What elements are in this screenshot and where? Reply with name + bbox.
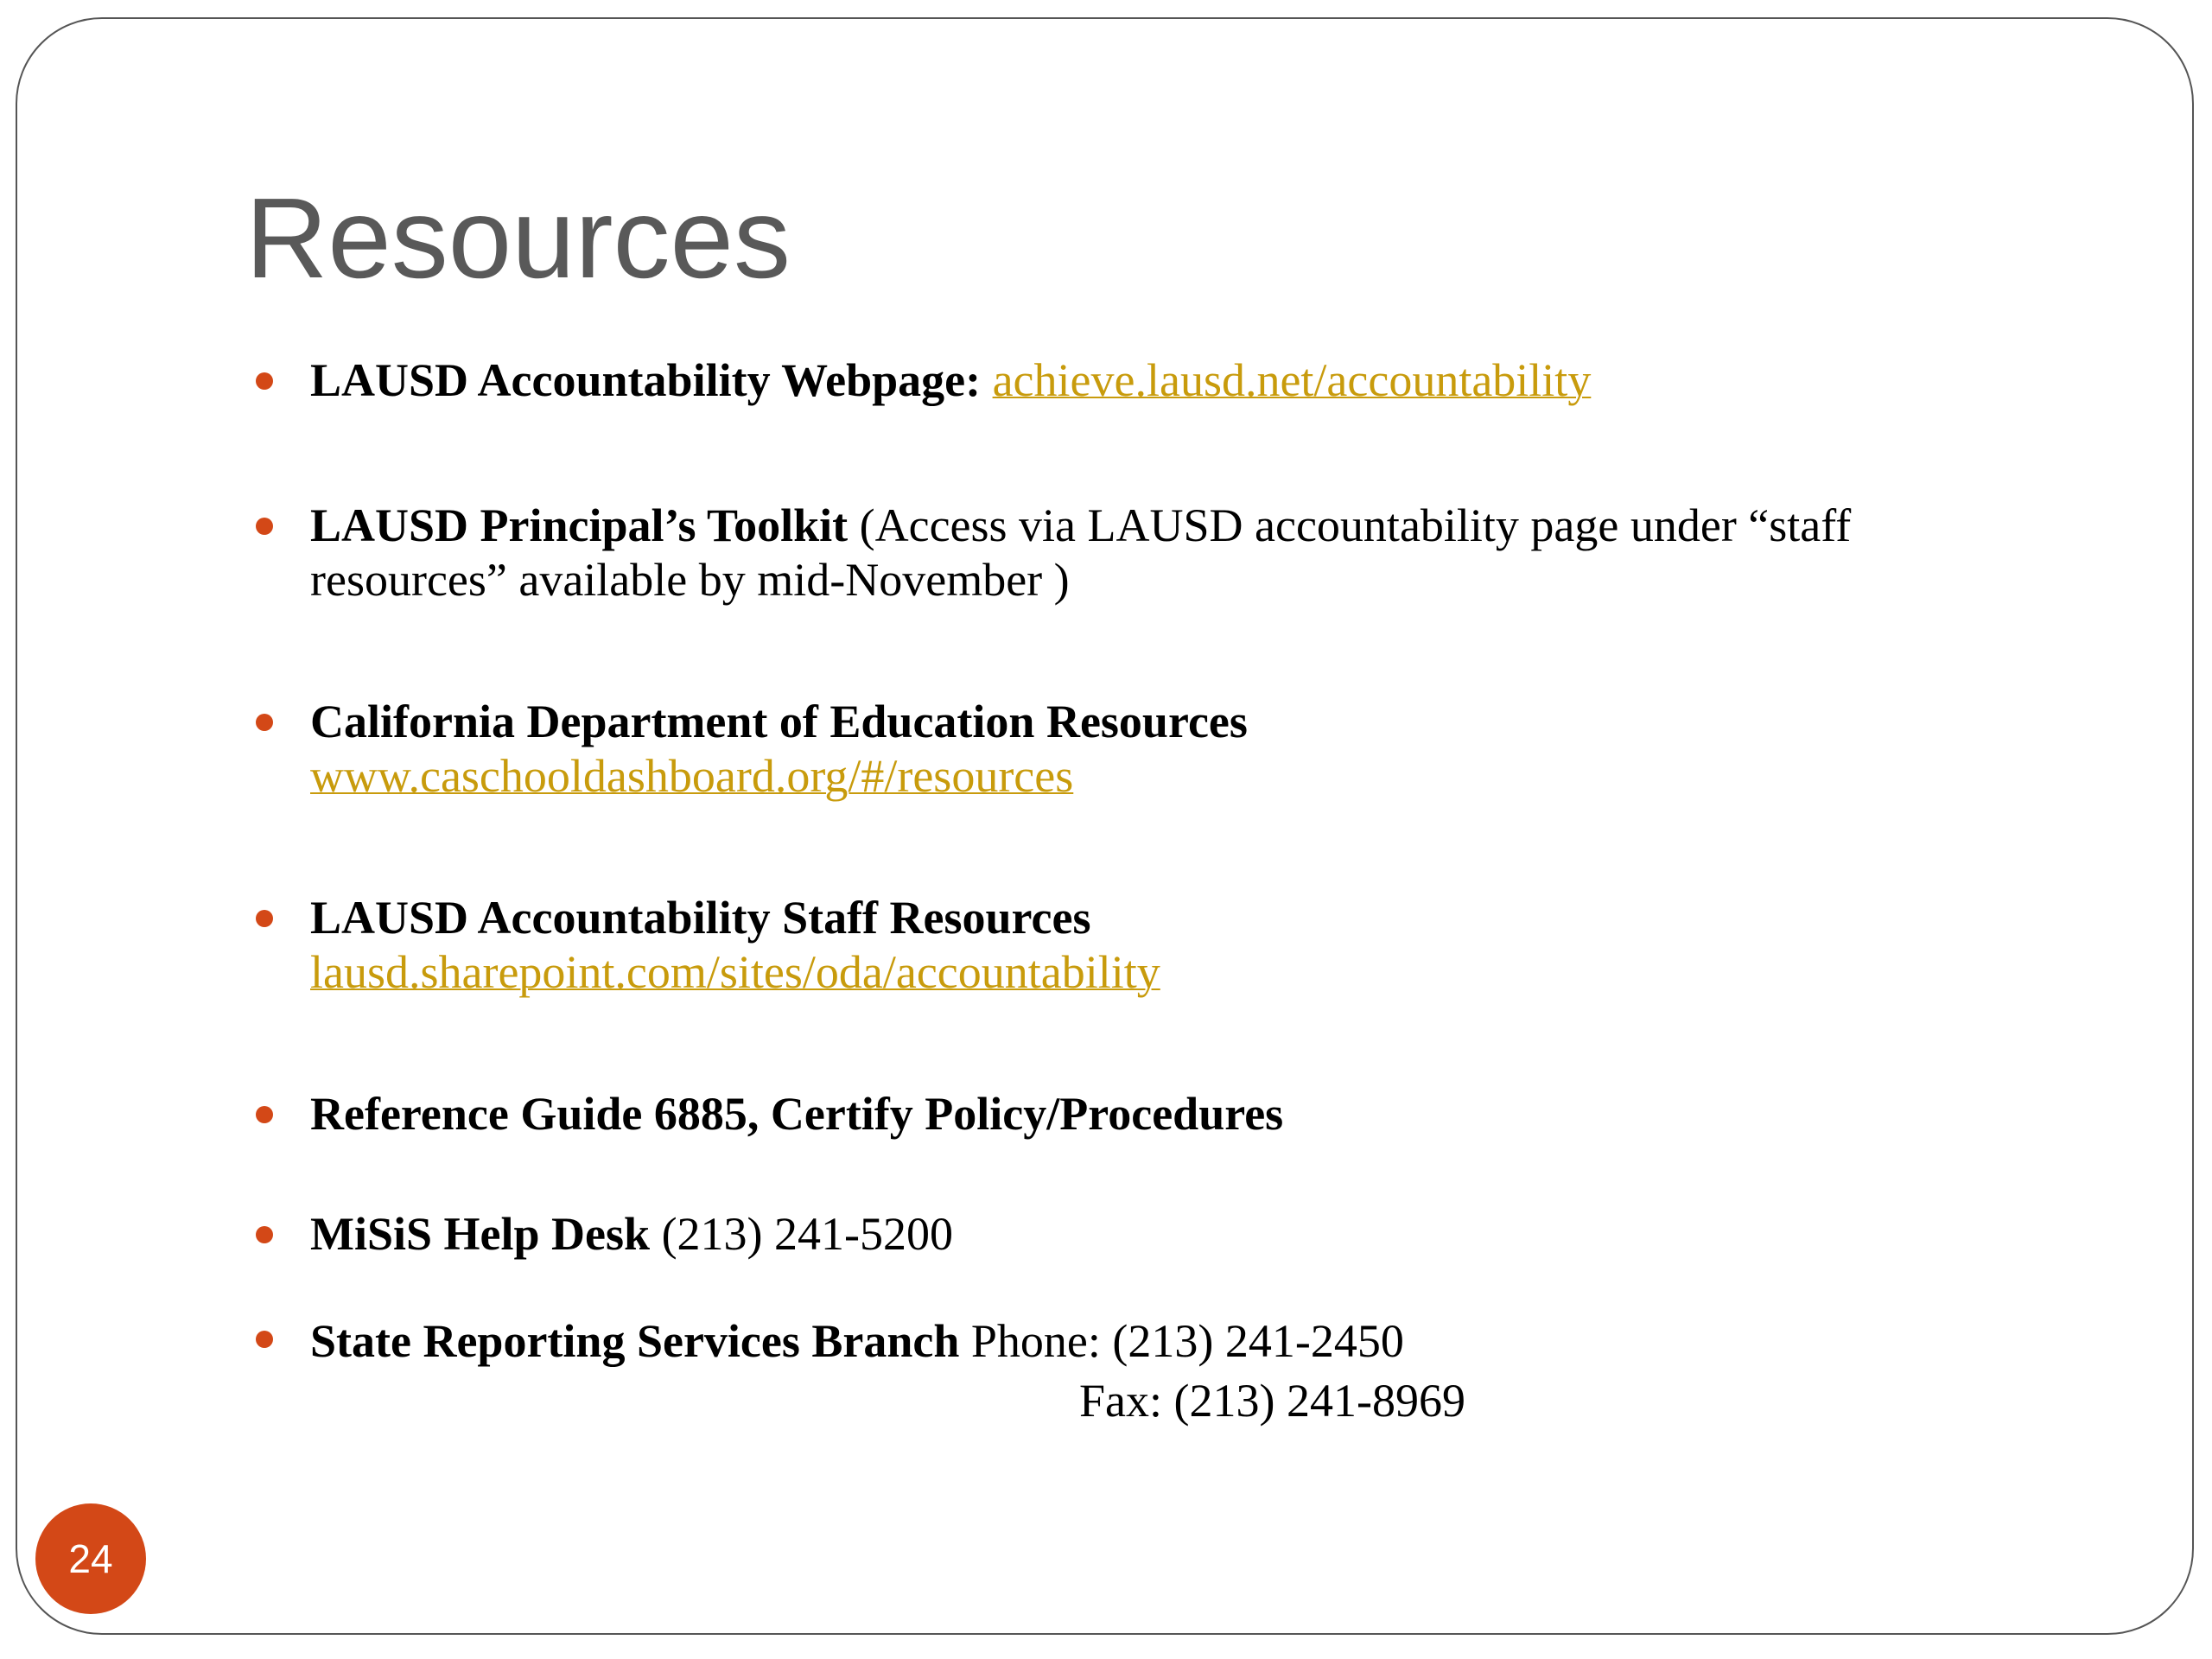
list-item: [256, 1087, 1984, 1141]
item-text: (Access via LAUSD accountability page under “staff: [848, 499, 1852, 551]
bullet-icon: [256, 518, 273, 535]
cde-link[interactable]: www.caschooldashboard.org/#/resources: [310, 750, 1074, 802]
accountability-link[interactable]: achieve.lausd.net/accountability: [992, 354, 1592, 406]
bullet-icon: [256, 1331, 273, 1348]
bullet-icon: [256, 372, 273, 390]
bullet-icon: [256, 714, 273, 731]
bullet-icon: [256, 1106, 273, 1123]
item-label: LAUSD Accountability Webpage:: [310, 354, 982, 406]
list-item: [256, 1207, 1984, 1262]
list-item: [256, 353, 1984, 408]
page-number-badge: 24: [35, 1503, 146, 1614]
phone-text: Phone: (213) 241-2450: [959, 1315, 1404, 1367]
item-label: California Department of Education Resources: [310, 696, 1248, 747]
item-label: Reference Guide 6885, Certify Policy/Procedures: [310, 1088, 1284, 1140]
item-text-cont: resources” available by mid-November ): [310, 554, 1070, 606]
list-item: [256, 891, 1984, 1000]
list-item: [256, 1312, 1984, 1431]
bullet-icon: [256, 1226, 273, 1243]
list-item: [256, 499, 1984, 607]
sharepoint-link[interactable]: lausd.sharepoint.com/sites/oda/accountability: [310, 946, 1160, 998]
item-label: LAUSD Accountability Staff Resources: [310, 892, 1091, 944]
slide-title: Resources: [245, 175, 791, 302]
list-item: [256, 695, 1984, 804]
fax-text: Fax: (213) 241-8969: [1079, 1375, 1465, 1427]
item-label: LAUSD Principal’s Toolkit: [310, 499, 849, 551]
bullet-icon: [256, 910, 273, 927]
item-label: MiSiS Help Desk: [310, 1208, 651, 1260]
item-label: State Reporting Services Branch: [310, 1315, 960, 1367]
item-text: (213) 241-5200: [650, 1208, 954, 1260]
